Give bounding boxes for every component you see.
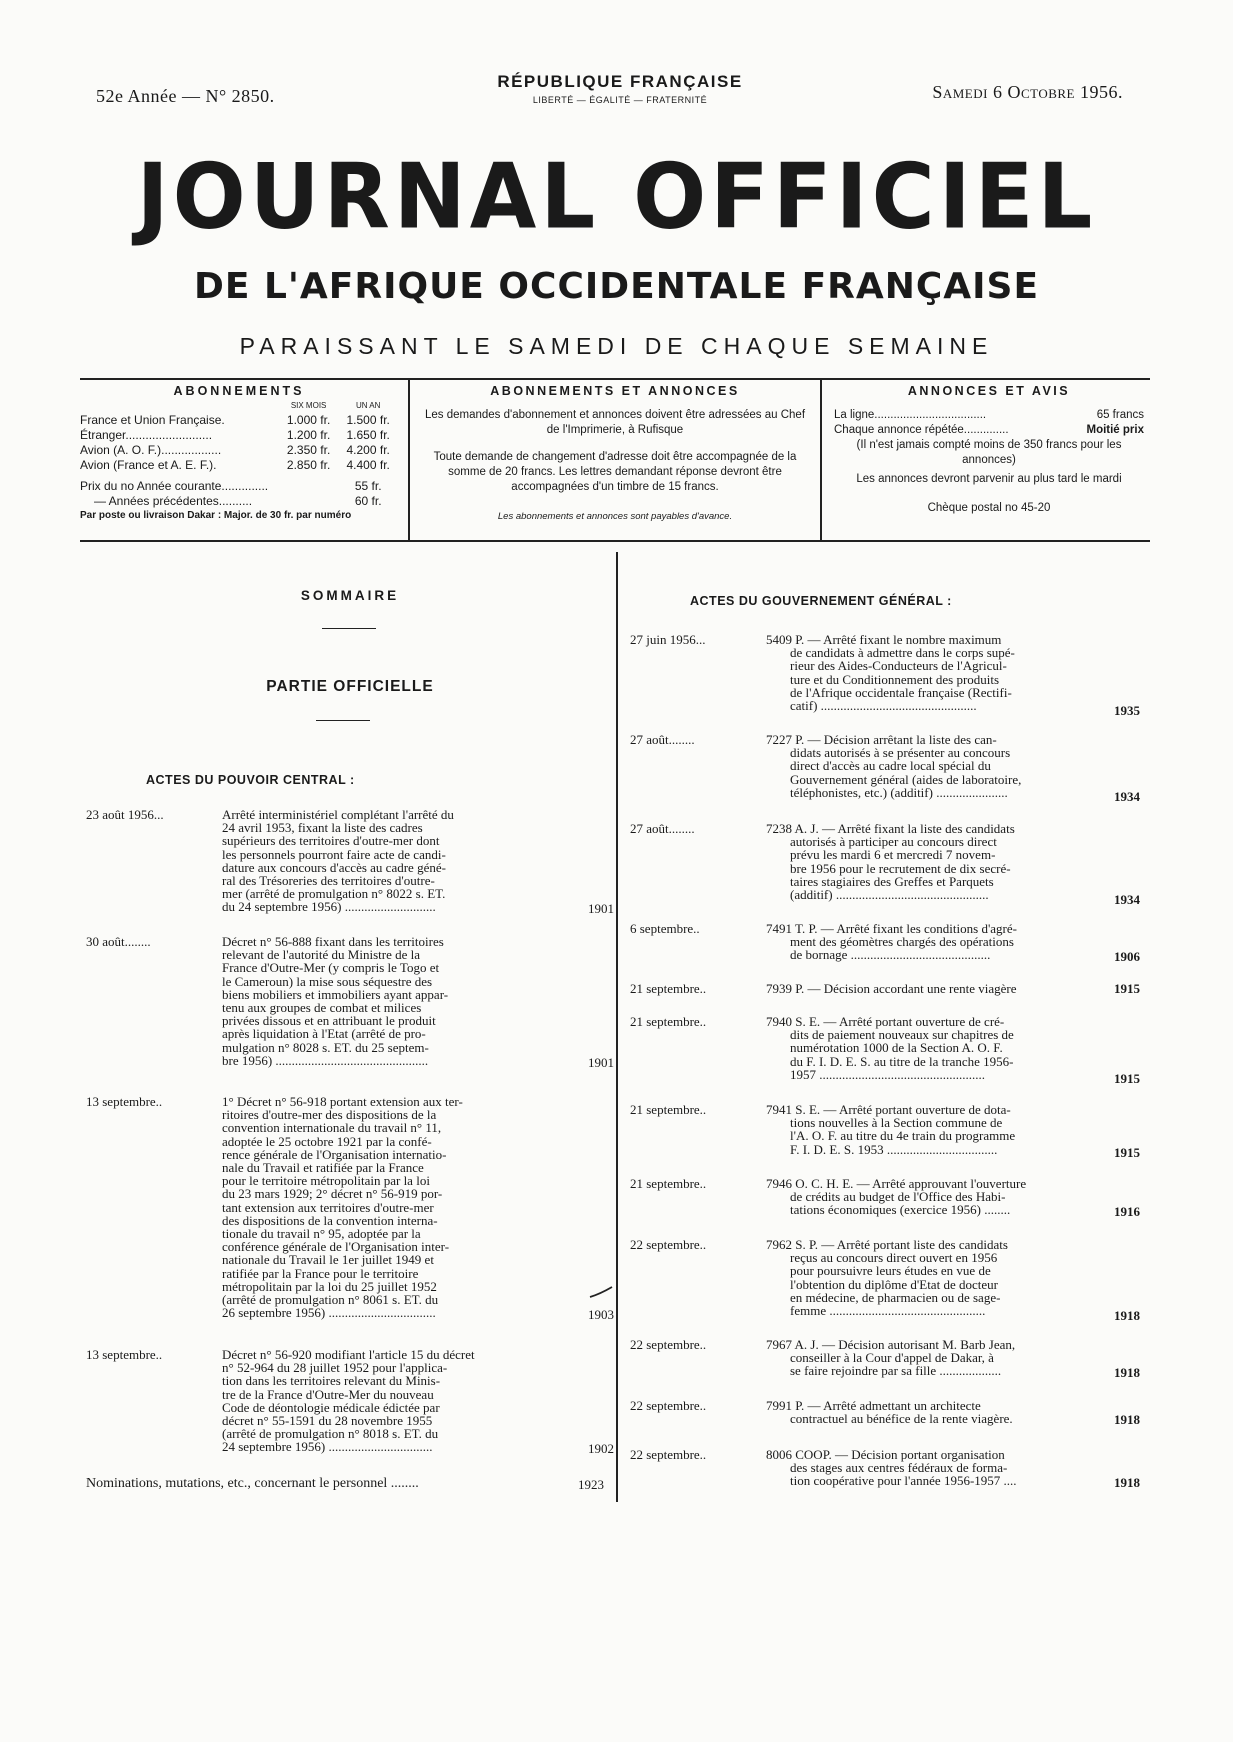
abonnements-note: Par poste ou livraison Dakar : Major. de 30 fr. par numéro [80,510,352,521]
entry-text [766,1338,1096,1378]
entry-line: biens mobiliers et immobiliers ayant appar- [222,986,449,1002]
republic-label: RÉPUBLIQUE FRANÇAISE [497,72,743,91]
abo-row-an: 4.200 fr. [346,443,390,457]
ligne-label: La ligne................................... [834,409,987,421]
entry-text [766,1448,1096,1488]
ligne-row [834,408,1144,423]
entry-line: tionale du travail n° 95, adoptée par la [222,1226,421,1242]
entry-date: 21 septembre.. [630,981,707,996]
cheque-postal: Chèque postal no 45-20 [927,502,1051,514]
abonnements-column [80,384,398,521]
entry-line: après liquidation à l'Etat (arrêté de pro- [222,1026,426,1042]
abo-row [80,413,398,428]
entry-line: des stages aux centres fédéraux de forma- [790,1460,1008,1476]
entry-line: rence générale de l'Organisation internatio- [222,1146,447,1162]
entry-text [222,1095,560,1319]
entry-page-number: 1903 [588,1307,614,1323]
entry-text [766,1103,1096,1156]
entry-line: bre 1956) ............................................... [222,1052,429,1068]
entry-page-number: 1935 [1114,703,1140,718]
info-divider-1 [408,380,410,542]
abo-row-six: 2.850 fr. [286,458,331,472]
entry-date: 22 septembre.. [630,1337,707,1352]
annonces-minimum: (Il n'est jamais compté moins de 350 francs pour les annonces) [856,439,1122,466]
abo-row-label: Étranger.......................... [80,428,213,442]
entry-date: 22 septembre.. [630,1447,707,1462]
entry-page-number: 1918 [1114,1475,1140,1491]
entry-line: de bornage ........................................... [790,947,991,963]
col-six-mois: SIX MOIS [290,401,327,410]
entry-line: tion coopérative pour l'année 1956-1957 .... [790,1473,1017,1489]
entry-page-number: 1915 [1114,1144,1140,1160]
entry-text [766,1015,1096,1081]
entry-line: 7991 P. — Arrêté admettant un architecte [766,1398,981,1413]
entry-line: catif) ................................................ [790,698,977,714]
entry-line: F. I. D. E. S. 1953 .................................. [790,1141,998,1157]
entry-line: tant extension aux territoires d'outre-mer [222,1199,434,1215]
abonnements-heading: ABONNEMENTS [173,384,305,398]
repetee-row [834,423,1144,438]
entry-line: Arrêté interministériel complétant l'arrêté du [222,807,454,822]
entry-line: dits de paiement nouveaux sur chapitres de [790,1027,1014,1043]
entry-text [766,1177,1096,1217]
repetee-label: Chaque annonce répétée.............. [834,424,1009,436]
entry-line: l'obtention du diplôme d'Etat de docteur [790,1276,998,1292]
entry-line: métropolitain par la loi du 25 juillet 1952 [222,1278,437,1294]
sommaire-rule [322,628,376,629]
entry-line: du 24 septembre 1956) ............................ [222,899,436,915]
entry-line: France d'Outre-Mer (y compris le Togo et [222,960,440,976]
column-divider [616,552,618,1502]
entry-date: 13 septembre.. [86,1094,163,1109]
issue-number: 52e Année — N° 2850. [96,86,275,106]
entry-date: 21 septembre.. [630,1014,707,1029]
entry-line: 26 septembre 1956) ................................. [222,1305,436,1321]
entry-line: de candidats à admettre dans le corps supé- [790,645,1015,661]
entry-line: de l'Afrique occidentale française (Rectifi- [790,684,1012,700]
actes-gouvernement-heading: ACTES DU GOUVERNEMENT GÉNÉRAL : [690,594,952,608]
entry-line: 5409 P. — Arrêté fixant le nombre maximum [766,632,1002,647]
entry-line: Gouvernement général (aides de laboratoire, [790,771,1022,787]
entry-line: privées dissous et en attribuant le produit [222,1013,436,1029]
annonces-delai: Les annonces devront parvenir au plus tard le mardi [856,473,1122,485]
entry-line: 7238 A. J. — Arrêté fixant la liste des candidats [766,821,1015,836]
entry-line: 7962 S. P. — Arrêté portant liste des candidats [766,1237,1008,1252]
entry-page-number: 1901 [588,1054,614,1070]
entry-line: décret n° 55-1591 du 28 novembre 1955 [222,1413,433,1429]
entry-line: 7227 P. — Décision arrêtant la liste des can- [766,732,997,747]
entry-line: 1957 ................................................... [790,1066,985,1082]
entry-line: 24 avril 1953, fixant la liste des cadres [222,820,423,836]
entry-page-number: 1906 [1114,949,1140,965]
entry-text [766,822,1096,901]
entry-line: numérotation 1000 de la Section A. O. F. [790,1040,1003,1056]
nominations-page: 1923 [578,1477,604,1492]
entry-page-number: 1934 [1114,892,1140,907]
entry-line: pour le territoire métropolitain par la loi [222,1173,430,1189]
actes-pouvoir-heading: ACTES DU POUVOIR CENTRAL : [146,773,355,787]
entry-date: 6 septembre.. [630,921,700,936]
entry-line: 7946 O. C. H. E. — Arrêté approuvant l'ouverture [766,1176,1027,1191]
abo-row-six: 2.350 fr. [286,443,331,457]
entry-page-number: 1902 [588,1441,614,1457]
prix-row-value: 60 fr. [354,494,382,508]
entry-line: mer (arrêté de promulgation n° 8022 s. ET. [222,886,446,902]
entry-line: bre 1956 pour le recrutement de dix secré- [790,860,1011,876]
entry-line: ritoires d'outre-mer des dispositions de la [222,1107,437,1123]
entry-line: téléphonistes, etc.) (additif) ...................... [790,784,1008,800]
abo-row [80,428,398,443]
prix-row-value: 55 fr. [354,479,382,493]
abo-row-an: 1.500 fr. [346,413,390,427]
entry-line: de crédits au budget de l'Office des Habi- [790,1189,1006,1205]
entry-line: conseiller à la Cour d'appel de Dakar, à [790,1350,994,1366]
entry-line: tre de la France d'Outre-Mer du nouveau [222,1386,434,1402]
entry-line: Décret n° 56-888 fixant dans les territoires [222,934,444,949]
entry-line: les personnels pourront faire acte de candi- [222,846,446,862]
entry-line: supérieurs des territoires d'outre-mer dont [222,833,440,849]
handwritten-mark [588,1284,614,1300]
entry-line: direct d'accès au cadre local spécial du [790,758,991,774]
entry-line: 7940 S. E. — Arrêté portant ouverture de cré- [766,1014,1005,1029]
entry-line: 1° Décret n° 56-918 portant extension aux ter- [222,1094,463,1109]
subscription-info-box [80,378,1150,542]
partie-officielle-heading: PARTIE OFFICIELLE [266,678,434,695]
entry-line: prévu les mardi 6 et mercredi 7 novem- [790,847,996,863]
entry-line: 7939 P. — Décision accordant une rente viagère [766,981,1017,996]
entry-text [766,733,1096,799]
sommaire-heading: SOMMAIRE [300,588,400,603]
entry-date: 13 septembre.. [86,1347,163,1362]
prix-row [80,479,398,494]
entry-line: didats autorisés à se présenter au concours [790,745,1011,761]
entry-line: l'A. O. F. au titre du 4e train du programme [790,1128,1016,1144]
entry-date: 22 septembre.. [630,1398,707,1413]
abonnements-table [80,398,398,509]
entry-line: mulgation n° 8028 s. ET. du 25 septem- [222,1039,429,1055]
entry-text [222,808,560,914]
abo-annonces-change: Toute demande de changement d'adresse doit être accompagnée de la somme de 20 francs. Les lettres demandant réponse devront être accompagnées d'un timbre de 15 francs. [433,451,797,493]
entry-page-number: 1934 [1114,788,1140,804]
entry-line: (arrêté de promulgation n° 8018 s. ET. du [222,1426,439,1442]
entry-line: taires stagiaires des Greffes et Parquets [790,873,994,889]
entry-date: 30 août........ [86,934,151,949]
prix-row-label: — Années précédentes.......... [94,494,253,508]
entry-date: 21 septembre.. [630,1102,707,1117]
abo-row-label: Avion (France et A. E. F.). [80,458,217,472]
entry-line: 7941 S. E. — Arrêté portant ouverture de dota- [766,1102,1011,1117]
entry-line: Code de déontologie médicale édictée par [222,1399,440,1415]
abo-row-six: 1.000 fr. [286,413,331,427]
entry-date: 27 août........ [630,821,695,836]
entry-line: ment des géomètres chargés des opérations [790,934,1014,950]
entry-line: adoptée le 25 octobre 1921 par la confé- [222,1133,432,1149]
abo-row [80,443,398,458]
entry-line: n° 52-964 du 28 juillet 1952 pour l'applica- [222,1360,448,1376]
entry-line: femme ................................................ [790,1303,986,1319]
entry-text [766,1399,1096,1425]
annonces-avis-column [834,384,1144,516]
publication-frequency: PARAISSANT LE SAMEDI DE CHAQUE SEMAINE [239,333,994,359]
entry-line: nale du Travail et ratifiée par la France [222,1160,424,1176]
entry-date: 23 août 1956... [86,807,164,822]
entry-line: tenu aux groupes de combat et milices [222,1000,422,1016]
entry-line: ral des Trésoreries des territoires d'outre- [222,873,435,889]
entry-date: 22 septembre.. [630,1237,707,1252]
entry-line: ture et du Conditionnement des produits [790,671,1000,687]
entry-text [222,935,560,1067]
partie-rule [316,720,370,721]
annonces-avis-heading: ANNONCES ET AVIS [907,384,1071,398]
entry-line: se faire rejoindre par sa fille ................... [790,1363,1002,1379]
entry-line: le Cameroun) la mise sous séquestre des [222,973,433,989]
entry-page-number: 1915 [1114,1070,1140,1086]
nominations-text: Nominations, mutations, etc., concernant le personnel ........ [86,1476,419,1491]
entry-page-number: 1918 [1114,1412,1140,1428]
abo-row-label: France et Union Française. [80,413,225,427]
journal-subtitle: DE L'AFRIQUE OCCIDENTALE FRANÇAISE [193,266,1040,307]
entry-date: 21 septembre.. [630,1176,707,1191]
entry-line: autorisés à participer au concours direct [790,834,997,850]
entry-line: conférence générale de l'Organisation inter- [222,1239,450,1255]
entry-page-number: 1915 [1114,981,1140,996]
entry-text [766,982,1096,995]
ligne-value: 65 francs [1096,409,1144,421]
entry-line: 7491 T. P. — Arrêté fixant les conditions d'agré- [766,921,1017,936]
entry-line: Décret n° 56-920 modifiant l'article 15 du décret [222,1347,475,1362]
info-divider-2 [820,380,822,542]
entry-line: 24 septembre 1956) ................................ [222,1439,433,1455]
entry-page-number: 1916 [1114,1204,1140,1220]
entry-page-number: 1918 [1114,1365,1140,1381]
entry-line: reçus au concours direct ouvert en 1956 [790,1250,998,1266]
abo-annonces-address: Les demandes d'abonnement et annonces doivent être adressées au Chef de l'Imprimerie, à Rufisque [424,409,806,436]
abo-row-an: 1.650 fr. [346,428,390,442]
entry-page-number: 1918 [1114,1308,1140,1323]
entry-line: rieur des Aides-Conducteurs de l'Agricul- [790,658,1007,674]
entry-page-number: 1901 [588,901,614,917]
abo-row-label: Avion (A. O. F.).................. [80,443,222,457]
abo-annonces-column [422,384,808,524]
entry-date: 27 juin 1956... [630,632,706,647]
entry-line: (arrêté de promulgation n° 8061 s. ET. du [222,1292,439,1308]
abo-row-an: 4.400 fr. [346,458,390,472]
prix-row-label: Prix du no Année courante.............. [80,479,269,493]
entry-line: ratifiée par la France pour le territoire [222,1265,419,1281]
entry-line: tion dans les territoires relevant du Minis- [222,1373,441,1389]
entry-line: 8006 COOP. — Décision portant organisation [766,1447,1005,1462]
entry-line: du 23 mars 1929; 2° décret n° 56-919 por- [222,1186,443,1202]
info-bottom-rule [80,540,1150,542]
entry-line: en médecine, de pharmacien ou de sage- [790,1289,1001,1305]
entry-line: tations économiques (exercice 1956) ........ [790,1202,1011,1218]
abo-annonces-note: Les abonnements et annonces sont payables d'avance. [497,511,733,522]
entry-line: du F. I. D. E. S. au titre de la tranche 1956- [790,1053,1014,1069]
abo-annonces-heading: ABONNEMENTS ET ANNONCES [490,384,740,398]
abo-row-six: 1.200 fr. [286,428,331,442]
entry-text [766,633,1096,712]
entry-line: des dispositions de la convention interna- [222,1212,438,1228]
entry-line: contractuel au bénéfice de la rente viagère. [790,1411,1013,1427]
entry-text [766,1238,1096,1317]
entry-line: nationale du Travail le 1er juillet 1949 et [222,1252,434,1268]
repetee-value: Moitié prix [1086,424,1144,436]
republic-block [470,72,770,105]
issue-date: Samedi 6 Octobre 1956. [932,82,1123,102]
entry-text [766,922,1096,962]
col-un-an: UN AN [355,401,381,410]
entry-text [222,1348,560,1454]
entry-line: (additif) ............................................... [790,887,989,903]
entry-date: 27 août........ [630,732,695,747]
prix-row [80,494,398,509]
entry-line: dature aux concours d'accès au cadre géné- [222,859,446,875]
entry-line: 7967 A. J. — Décision autorisant M. Barb Jean, [766,1337,1016,1352]
entry-line: convention internationale du travail n° 11, [222,1120,442,1136]
entry-line: tions nouvelles à la Section commune de [790,1115,1003,1131]
republic-motto: LIBERTÉ — ÉGALITÉ — FRATERNITÉ [532,95,708,105]
abo-row [80,458,398,473]
info-top-rule [80,378,1150,380]
entry-line: relevant de l'autorité du Ministre de la [222,947,420,963]
journal-title: JOURNAL OFFICIEL [136,144,1097,250]
entry-line: pour poursuivre leurs études en vue de [790,1263,991,1279]
